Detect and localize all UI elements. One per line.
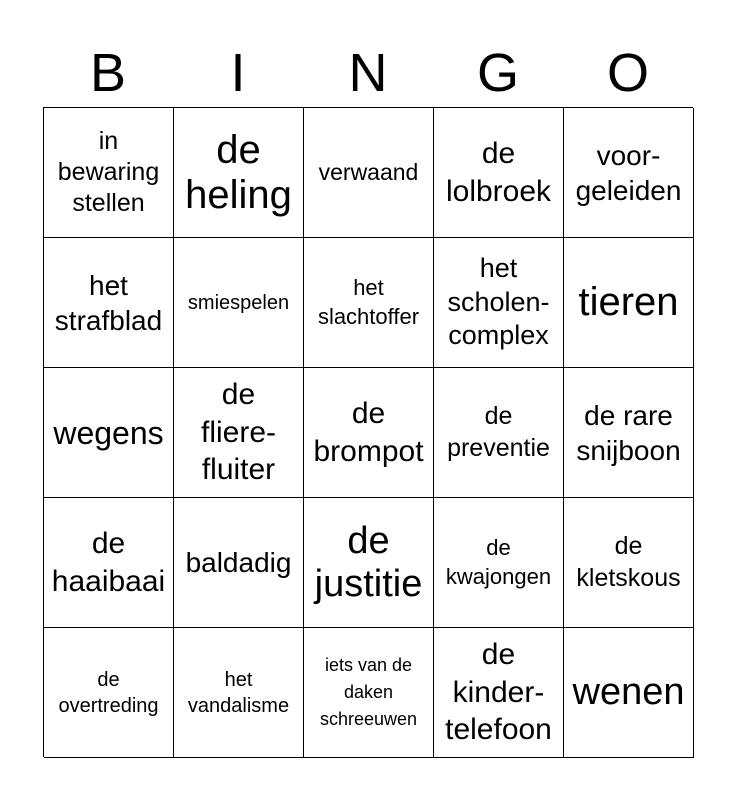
bingo-board: [43, 107, 693, 757]
bingo-cell[interactable]: [174, 238, 304, 368]
cell-text: wenen: [572, 671, 685, 714]
bingo-cell[interactable]: [304, 368, 434, 498]
bingo-cell[interactable]: [174, 498, 304, 628]
cell-text: in bewaring stellen: [57, 126, 160, 218]
cell-text: wegens: [53, 414, 164, 451]
cell-text: de haaibaai: [51, 527, 166, 598]
bingo-cell[interactable]: [564, 498, 694, 628]
bingo-cell[interactable]: [434, 628, 564, 758]
bingo-cell[interactable]: [174, 628, 304, 758]
cell-text: de brompot: [313, 397, 424, 468]
cell-text: de justitie: [314, 519, 423, 605]
cell-text: het vandalisme: [187, 668, 290, 717]
bingo-cell[interactable]: [564, 628, 694, 758]
header-letter-n: N: [348, 43, 388, 103]
bingo-cell[interactable]: [434, 368, 564, 498]
cell-text: smiespelen: [187, 291, 290, 314]
cell-text: de rare snijboon: [576, 399, 681, 466]
header-letter-b: B: [89, 43, 127, 103]
header-letter-g: G: [476, 43, 519, 103]
bingo-cell[interactable]: [304, 628, 434, 758]
cell-text: de heling: [185, 127, 292, 217]
header-letter-o: O: [606, 43, 649, 103]
cell-text: verwaand: [318, 158, 419, 185]
cell-text: de lolbroek: [445, 137, 552, 208]
bingo-cell[interactable]: [434, 108, 564, 238]
cell-text: tieren: [578, 280, 679, 325]
bingo-cell[interactable]: [304, 108, 434, 238]
bingo-cell[interactable]: [44, 108, 174, 238]
cell-text: de kletskous: [576, 532, 681, 592]
bingo-cell[interactable]: [174, 108, 304, 238]
cell-text: de kinder- telefoon: [445, 638, 552, 747]
bingo-cell[interactable]: [44, 498, 174, 628]
bingo-cell[interactable]: [44, 628, 174, 758]
bingo-cell[interactable]: [44, 368, 174, 498]
bingo-header: [43, 40, 693, 106]
cell-text: het strafblad: [54, 269, 163, 336]
bingo-cell[interactable]: [304, 498, 434, 628]
cell-text: de fliere- fluiter: [200, 378, 276, 487]
cell-text: baldadig: [185, 547, 292, 578]
cell-text: voor- geleiden: [575, 139, 682, 206]
cell-text: de kwajongen: [445, 534, 552, 589]
header-letter-i: I: [230, 43, 246, 103]
bingo-cell[interactable]: [434, 238, 564, 368]
cell-text: het slachtoffer: [317, 274, 420, 329]
cell-text: de preventie: [447, 402, 550, 462]
bingo-cell[interactable]: [44, 238, 174, 368]
bingo-cell[interactable]: [434, 498, 564, 628]
bingo-cell[interactable]: [174, 368, 304, 498]
bingo-cell[interactable]: [564, 238, 694, 368]
bingo-cell[interactable]: [564, 108, 694, 238]
cell-text: de overtreding: [58, 668, 159, 717]
cell-text: iets van de daken schreeuwen: [319, 655, 418, 729]
bingo-cell[interactable]: [564, 368, 694, 498]
cell-text: het scholen- complex: [447, 252, 550, 351]
bingo-cell[interactable]: [304, 238, 434, 368]
